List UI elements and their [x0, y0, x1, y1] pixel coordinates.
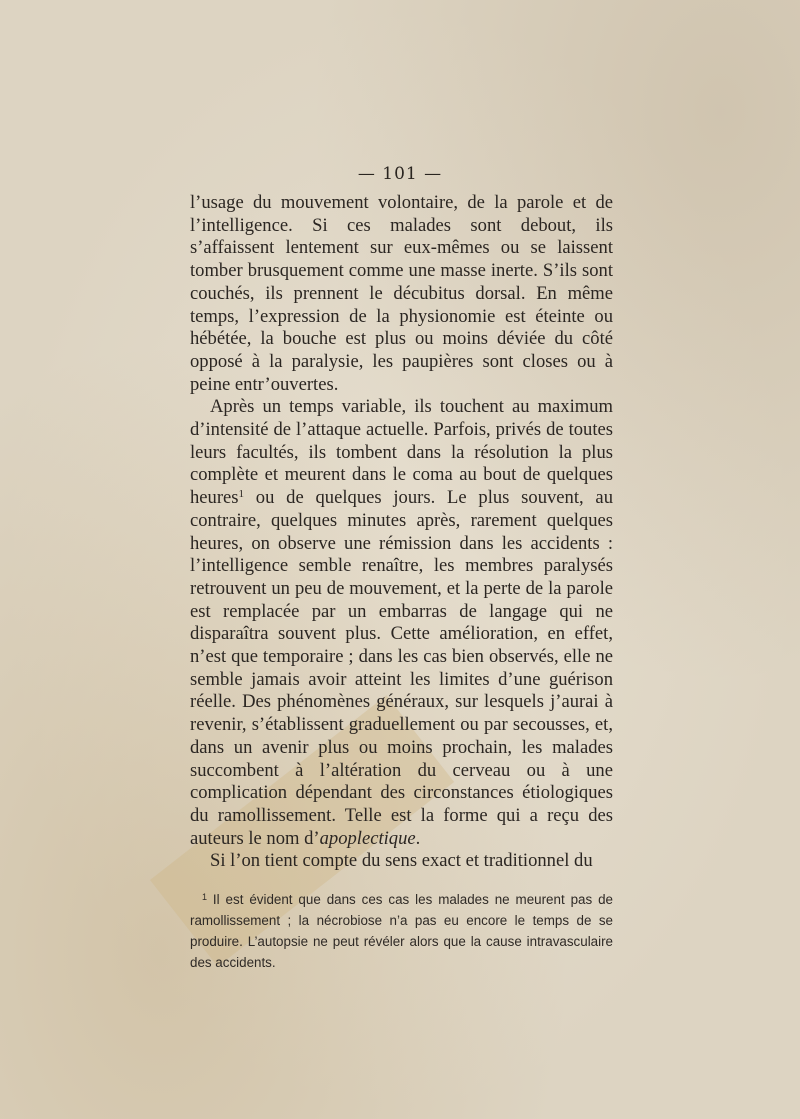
main-text [190, 192, 613, 873]
paragraph-2-part-c: . [415, 827, 421, 849]
paragraph-3: Si l’on tient compte du sens exact et traditionnel du [210, 850, 593, 872]
footnotes [190, 889, 613, 973]
footnote-reference: 1 [238, 488, 245, 501]
footnote-1 [190, 889, 613, 973]
paragraph-2-part-a: Après un temps variable, ils touchent au maximum d’intensité de l’attaque actuelle. Parfois, privés de toutes leurs facultés, ils tombent dans la résolution la plus complète et meurent dans le coma au bout de quelques heures [190, 396, 613, 509]
page-number: — 101 — [357, 164, 443, 184]
paragraph-2 [190, 396, 613, 850]
footnote-text: Il est évident que dans ces cas les malades ne meurent pas de ramollissement ; la nécrobiose n’a pas eu encore le temps de se produire. L’autopsie ne peut révéler alors que la cause intravasculaire des accidents. [190, 892, 613, 970]
footnote-marker: 1 [202, 892, 208, 902]
paragraph-1: l’usage du mouvement volontaire, de la parole et de l’intelligence. Si ces malades sont debout, ils s’affaissent lentement sur eux-mêmes ou se laissent tomber brusquement comme une masse inerte. S’ils sont couchés, ils prennent le décubitus dorsal. En même temps, l’expression de la physionomie est éteinte ou hébétée, la bouche est plus ou moins déviée du côté opposé à la paralysie, les paupières sont closes ou à peine entr’ouvertes. [190, 192, 613, 395]
paragraph-2-part-b: ou de quelques jours. Le plus souvent, au contraire, quelques minutes après, rarement quelques heures, on observe une rémission dans les accidents : l’intelligence semble renaître, les membres paralysés retrouvent un peu de mouvement, et la perte de la parole est remplacée par un embarras de langage qui ne disparaîtra souvent plus. Cette amélioration, en effet, n’est que temporaire ; dans les cas bien observés, elle ne semble jamais avoir atteint les limites d’une guérison réelle. Des phénomènes généraux, sur lesquels j’aurai à revenir, s’établissent graduellement ou par secousses, et, dans un avenir plus ou moins prochain, les malades succombent à l’altération du cerveau ou à une complication dépendant des circonstances étiologiques du ramollissement. Telle est la forme qui a reçu des auteurs le nom d’ [190, 487, 613, 849]
italic-term: apoplectique [319, 827, 416, 849]
